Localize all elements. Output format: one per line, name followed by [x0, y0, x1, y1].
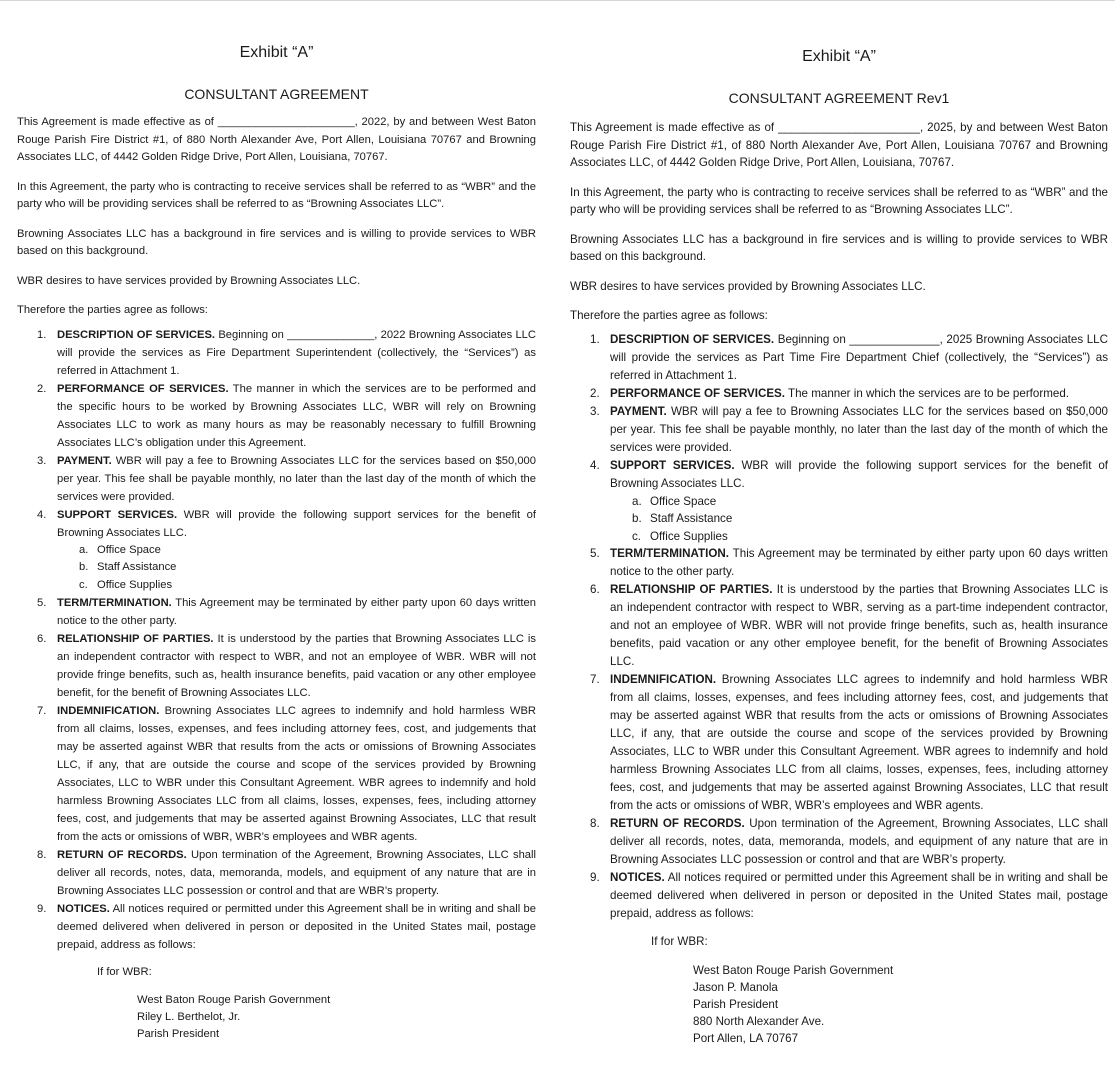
term-heading: NOTICES.: [610, 871, 665, 884]
term-text: It is understood by the parties that Browning Associates LLC is an independent contractor with respect to WBR, serving as a part-time independent contractor, and not an employee of WBR. WBR will not provide fringe benefits, such as, health insurance benefits, paid vacation or any other employee benefit, for the benefit of Browning Associates LLC.: [610, 583, 1108, 668]
term-number: 4.: [37, 508, 47, 521]
term-text: Browning Associates LLC agrees to indemnify and hold harmless WBR from all claims, losses, expenses, and fees including attorney fees, cost, and judgements that may be asserted against WBR that results from the acts or omissions of Browning Associates LLC, if any, that are outside the course and scope of the services provided by Browning Associates, LLC to WBR under this Consultant Agreement. WBR agrees to indemnify and hold harmless Browning Associates LLC from all claims, losses, expenses, fees, including attorney fees, cost, and judgements that may be asserted against Browning Associates, LLC that result from the acts or omissions of WBR, WBR’s employees and WBR agents.: [57, 705, 536, 843]
term-text: It is understood by the parties that Browning Associates LLC is an independent contractor with respect to WBR, and not an employee of WBR. WBR will not provide fringe benefits, such as, health insurance benefits, paid vacation or any other employee benefit, for the benefit of Browning Associates LLC.: [57, 633, 536, 699]
support-letter: b.: [632, 512, 642, 525]
term-text: The manner in which the services are to be performed and the specific hours to be worked by Browning Associates LLC, WBR will rely on Browning Associates LLC to work as many hours as may be reasonably necessary to fulfill Browning Associates LLC’s obligation under this Agreement.: [57, 382, 536, 449]
term-text: WBR will pay a fee to Browning Associates LLC for the services based on $50,000 per year. This fee shall be payable monthly, no later than the last day of the month of which the services were provided.: [57, 454, 536, 503]
term-item: [570, 331, 1108, 385]
support-letter: b.: [79, 561, 89, 573]
term-heading: INDEMNIFICATION.: [57, 705, 160, 717]
term-heading: SUPPORT SERVICES.: [610, 458, 735, 472]
term-number: 5.: [37, 597, 47, 609]
agree-paragraph: Therefore the parties agree as follows:: [17, 304, 208, 316]
term-number: 5.: [590, 547, 600, 560]
term-number: 6.: [37, 633, 47, 645]
address-line: Jason P. Manola: [693, 981, 778, 994]
support-item: [632, 510, 1108, 528]
term-number: 1.: [590, 332, 600, 346]
term-item: [17, 630, 536, 702]
term-number: 9.: [37, 903, 47, 915]
original-agreement: [17, 0, 536, 1043]
term-text: This Agreement may be terminated by either party upon 60 days written notice to the other party.: [57, 597, 536, 627]
notice-address: [693, 962, 1108, 1047]
parties-paragraph: In this Agreement, the party who is contracting to receive services shall be referred to as “WBR” and the party who will be providing services shall be referred to as “Browning Associates LLC”.: [17, 180, 536, 210]
agreement-title: CONSULTANT AGREEMENT: [184, 86, 369, 102]
term-heading: PAYMENT.: [610, 404, 667, 418]
agree-paragraph: Therefore the parties agree as follows:: [570, 309, 768, 322]
term-number: 3.: [37, 454, 47, 467]
agreement-title: CONSULTANT AGREEMENT Rev1: [728, 90, 950, 106]
support-text: Staff Assistance: [650, 512, 733, 525]
support-list: [610, 493, 1108, 546]
address-line: 880 North Alexander Ave.: [693, 1015, 825, 1028]
term-heading: NOTICES.: [57, 903, 110, 915]
support-item: [632, 493, 1108, 511]
term-heading: TERM/TERMINATION.: [610, 547, 729, 560]
term-item: [570, 403, 1108, 457]
parties-paragraph: In this Agreement, the party who is contracting to receive services shall be referred to as “WBR” and the party who will be providing services shall be referred to as “Browning Associates LLC”.: [570, 185, 1108, 216]
address-line: Parish President: [137, 1028, 220, 1040]
support-item: [632, 528, 1108, 546]
term-number: 9.: [590, 871, 600, 884]
term-heading: RELATIONSHIP OF PARTIES.: [610, 583, 773, 596]
address-line: Port Allen, LA 70767: [693, 1032, 799, 1045]
term-text: Upon termination of the Agreement, Browning Associates, LLC shall deliver all records, notes, data, memoranda, models, and equipment of any nature that are in Browning Associates LLC possession or control and that are WBR’s property.: [610, 817, 1109, 866]
term-number: 2.: [590, 386, 600, 400]
term-number: 8.: [590, 817, 600, 830]
support-list: [57, 542, 536, 595]
support-item: [79, 559, 536, 577]
term-item: [570, 671, 1108, 815]
support-letter: a.: [79, 543, 89, 556]
term-number: 7.: [590, 673, 600, 686]
support-text: Staff Assistance: [97, 561, 177, 573]
notice-address: [137, 992, 536, 1043]
term-number: 7.: [37, 705, 47, 717]
support-text: Office Space: [650, 494, 717, 508]
support-letter: c.: [632, 529, 642, 543]
term-item: [17, 702, 536, 846]
term-heading: RETURN OF RECORDS.: [610, 817, 745, 830]
intro-paragraph: This Agreement is made effective as of ______________________, 2022, by and between West Baton Rouge Parish Fire District #1, of 880 North Alexander Ave, Port Allen, Louisiana 70767 and Browning Associates LLC, of 4442 Golden Ridge Drive, Port Allen, Louisiana, 70767.: [17, 116, 536, 163]
desire-paragraph: WBR desires to have services provided by Browning Associates LLC.: [17, 274, 361, 287]
term-heading: PAYMENT.: [57, 454, 112, 467]
term-text: WBR will provide the following support services for the benefit of Browning Associates LLC.: [57, 508, 536, 539]
term-item: [17, 594, 536, 630]
address-line: Parish President: [693, 998, 779, 1011]
term-item: [17, 380, 536, 452]
term-heading: DESCRIPTION OF SERVICES.: [610, 332, 775, 346]
term-heading: RETURN OF RECORDS.: [57, 849, 187, 861]
term-number: 8.: [37, 849, 47, 861]
term-heading: PERFORMANCE OF SERVICES.: [610, 386, 786, 400]
support-item: [79, 542, 536, 560]
address-line: West Baton Rouge Parish Government: [693, 964, 894, 977]
term-text: The manner in which the services are to be performed.: [785, 386, 1069, 400]
term-text: WBR will pay a fee to Browning Associates LLC for the services based on $50,000 per year. This fee shall be payable monthly, no later than the last day of the month of which the services were provided.: [610, 404, 1108, 454]
address-line: West Baton Rouge Parish Government: [137, 994, 331, 1006]
terms-list: [17, 326, 536, 955]
term-number: 6.: [590, 583, 600, 596]
address-line: Riley L. Berthelot, Jr.: [137, 1011, 241, 1023]
term-item: [570, 457, 1108, 546]
term-item: [570, 581, 1108, 671]
support-text: Office Supplies: [97, 578, 173, 591]
term-heading: PERFORMANCE OF SERVICES.: [57, 382, 229, 395]
term-item: [17, 900, 536, 954]
support-letter: c.: [79, 578, 88, 591]
term-text: All notices required or permitted under this Agreement shall be in writing and shall be deemed delivered when delivered in person or deposited in the United States mail, postage prepaid, address as follows:: [57, 903, 536, 951]
term-heading: INDEMNIFICATION.: [610, 673, 717, 686]
term-item: [570, 545, 1108, 581]
revised-agreement: [570, 0, 1108, 1047]
term-item: [17, 326, 536, 380]
term-heading: SUPPORT SERVICES.: [57, 508, 178, 521]
term-number: 1.: [37, 328, 47, 341]
term-text: This Agreement may be terminated by either party upon 60 days written notice to the other party.: [610, 547, 1108, 578]
support-item: [79, 577, 536, 595]
term-item: [17, 846, 536, 900]
background-paragraph: Browning Associates LLC has a background in fire services and is willing to provide services to WBR based on this background.: [570, 232, 1108, 263]
term-text: Beginning on ______________, 2025 Browning Associates LLC will provide the services as Part Time Fire Department Chief (collectively, the “Services”) as referred in Attachment 1.: [610, 332, 1108, 382]
term-heading: TERM/TERMINATION.: [57, 597, 172, 609]
term-item: [570, 815, 1108, 869]
support-letter: a.: [632, 494, 642, 508]
term-text: All notices required or permitted under this Agreement shall be in writing and shall be deemed delivered when delivered in person or deposited in the United States mail, postage prepaid, address as follows:: [610, 871, 1108, 920]
exhibit-heading: Exhibit “A”: [802, 48, 876, 65]
exhibit-heading: Exhibit “A”: [239, 44, 314, 61]
term-number: 4.: [590, 458, 600, 472]
term-text: Upon termination of the Agreement, Browning Associates, LLC shall deliver all records, notes, data, memoranda, models, and equipment of any nature that are in Browning Associates LLC possession or control and that are WBR’s property.: [57, 849, 536, 897]
support-text: Office Space: [97, 543, 161, 556]
intro-paragraph: This Agreement is made effective as of ______________________, 2025, by and between West Baton Rouge Parish Fire District #1, of 880 North Alexander Ave, Port Allen, Louisiana 70767 and Browning Associates LLC, of 4442 Golden Ridge Drive, Port Allen, Louisiana, 70767.: [570, 121, 1108, 169]
background-paragraph: Browning Associates LLC has a background in fire services and is willing to provide services to WBR based on this background.: [17, 227, 536, 257]
term-item: [17, 506, 536, 595]
term-number: 2.: [37, 382, 47, 395]
term-item: [570, 869, 1108, 923]
notice-recipient-label: If for WBR:: [651, 935, 708, 948]
term-text: Browning Associates LLC agrees to indemnify and hold harmless WBR from all claims, losses, expenses, and fees including attorney fees, cost, and judgements that may be asserted against WBR that results from the acts or omissions of Browning Associates LLC, if any, that are outside the course and scope of the services provided by Browning Associates, LLC to WBR under this Consultant Agreement. WBR agrees to indemnify and hold harmless Browning Associates LLC from all claims, losses, expenses, fees, including attorney fees, cost, and judgements that may be asserted against Browning Associates, LLC that result from the acts or omissions of WBR, WBR’s employees and WBR agents.: [610, 673, 1108, 812]
notice-recipient-label: If for WBR:: [97, 966, 152, 978]
term-heading: DESCRIPTION OF SERVICES.: [57, 328, 216, 341]
desire-paragraph: WBR desires to have services provided by Browning Associates LLC.: [570, 279, 926, 293]
term-heading: RELATIONSHIP OF PARTIES.: [57, 633, 214, 645]
support-text: Office Supplies: [650, 529, 728, 543]
term-item: [17, 452, 536, 506]
term-number: 3.: [590, 404, 600, 418]
term-item: [570, 385, 1108, 403]
term-text: WBR will provide the following support services for the benefit of Browning Associates LLC.: [610, 458, 1108, 490]
term-text: Beginning on ______________, 2022 Browning Associates LLC will provide the services as Fire Department Superintendent (collectively, the “Services”) as referred in Attachment 1.: [57, 328, 536, 377]
terms-list: [570, 331, 1108, 924]
